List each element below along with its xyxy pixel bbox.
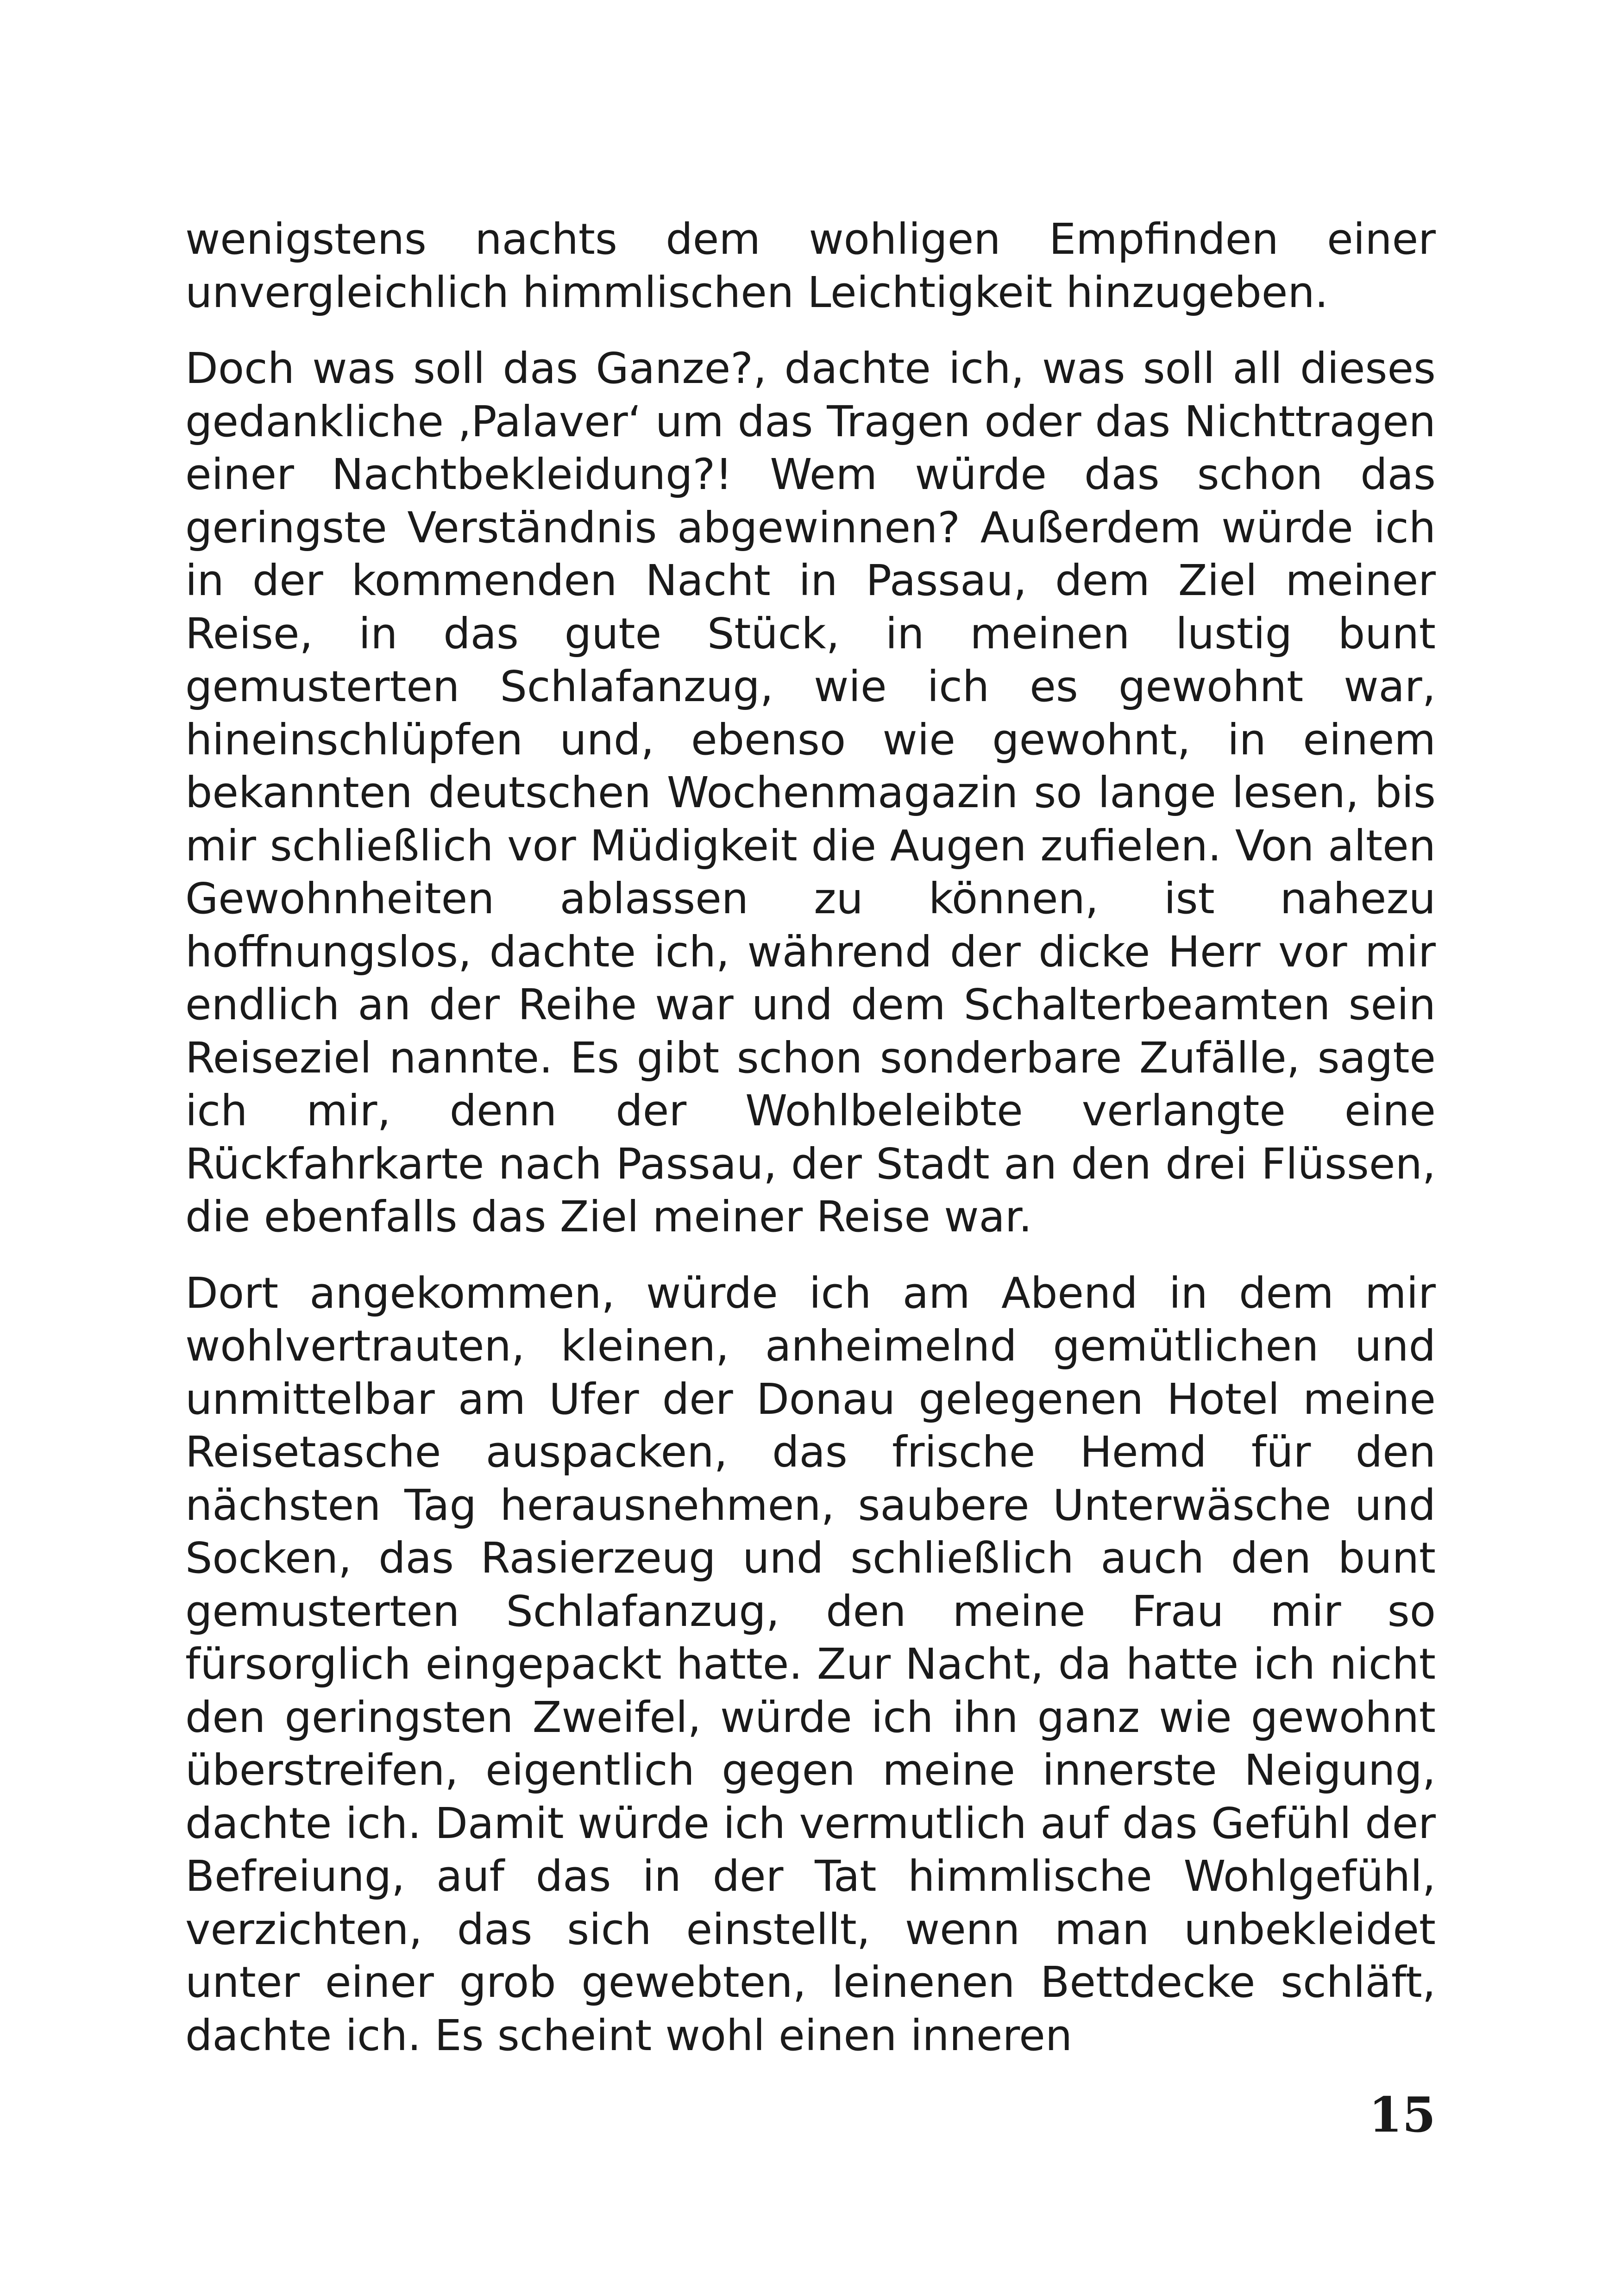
paragraph-3: Dort angekommen, würde ich am Abend in dem mir wohlvertrauten, kleinen, anheimelnd gemütlichen und unmittelbar am Ufer der Donau gelegenen Hotel meine Reisetasche auspacken, das frische Hemd für den nächsten Tag herausnehmen, saubere Unterwäsche und Socken, das Rasierzeug und schließlich auch den bunt gemusterten Schlafanzug, den meine Frau mir so fürsorglich eingepackt hatte. Zur Nacht, da hatte ich nicht den geringsten Zweifel, würde ich ihn ganz wie gewohnt überstreifen, eigentlich gegen meine innerste Neigung, dachte ich. Damit würde ich vermutlich auf das Gefühl der Befreiung, auf das in der Tat himmlische Wohlgefühl, verzichten, das sich einstellt, wenn man unbekleidet unter einer grob gewebten, leinenen Bettdecke schläft, dachte ich. Es scheint wohl einen inneren [185, 1268, 1436, 2060]
body-text [185, 213, 1436, 2062]
paragraph-2: Doch was soll das Ganze?, dachte ich, was soll all dieses gedankliche ‚Palaver‘ um das Tragen oder das Nichttragen einer Nachtbekleidung?! Wem würde das schon das geringste Verständnis abgewinnen? Außerdem würde ich in der kommenden Nacht in Passau, dem Ziel meiner Reise, in das gute Stück, in meinen lustig bunt gemusterten Schlafanzug, wie ich es gewohnt war, hineinschlüpfen und, ebenso wie gewohnt, in einem bekannten deutschen Wochenmagazin so lange lesen, bis mir schließlich vor Müdigkeit die Augen zufielen. Von alten Gewohnheiten ablassen zu können, ist nahezu hoffnungslos, dachte ich, während der dicke Herr vor mir endlich an der Reihe war und dem Schalterbeamten sein Reiseziel nannte. Es gibt schon sonderbare Zufälle, sagte ich mir, denn der Wohlbeleibte verlangte eine Rückfahrkarte nach Passau, der Stadt an den drei Flüssen, die ebenfalls das Ziel meiner Reise war. [185, 344, 1436, 1242]
page-number: 15 [1369, 2086, 1436, 2143]
paragraph-1: wenigstens nachts dem wohligen Empfinden einer unvergleichlich himmlischen Leichtigkeit hinzugeben. [185, 214, 1436, 317]
